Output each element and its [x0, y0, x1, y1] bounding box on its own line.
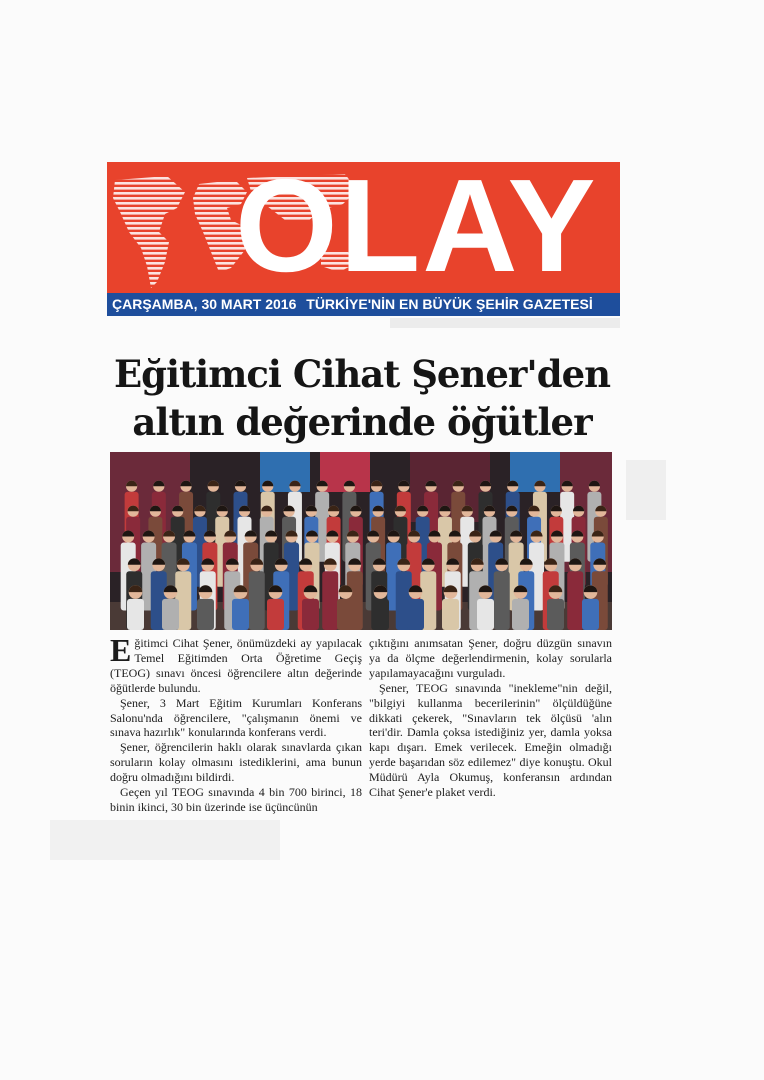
dateline-bar: [107, 293, 620, 316]
person-figure: [477, 599, 494, 630]
person-figure: [162, 599, 179, 630]
paragraph: ğitimci Cihat Şener, önümüzdeki ay yapılacak Temel Eğitimden Orta Öğretime Geçiş (TEOG) sınavı öncesi öğrencilere altın değerinde öğütlerde bulundu.: [110, 636, 362, 695]
newspaper-slogan: TÜRKİYE'NİN EN BÜYÜK ŞEHİR GAZETESİ: [306, 296, 593, 312]
person-figure: [249, 571, 265, 630]
person-figure: [442, 599, 459, 630]
person-figure: [197, 599, 214, 630]
person-figure: [547, 599, 564, 630]
paragraph: çıktığını anımsatan Şener, doğru düzgün sınavın ya da ölçme değerlendirmenin, kolay sorularla yapılamayacağını vurguladı.: [369, 636, 612, 680]
newspaper-masthead: [107, 162, 620, 293]
article-headline: [98, 350, 626, 446]
paragraph: Şener, TEOG sınavında "inekleme"nin değil, "bilgiyi kullanma becerilerinin" ölçüldüğüne dikkati çekerek, "Sınavların tek ölçüsü 'alın teri'dir. Damla çoksa istediğiniz yer, damla yoksa kapı dışarı. Emek verilecek. Emeğin olmadığı yerde başarıdan söz edilemez" diye konuştu. Okul Müdürü Ayla Okumuş, konferansın ardından Cihat Şener'e plaket verdi.: [369, 680, 612, 800]
headline-line-2: altın değerinde öğütler: [132, 400, 592, 444]
person-figure: [494, 571, 510, 630]
article-column-2: [369, 636, 612, 800]
paragraph: Şener, öğrencilerin haklı olarak sınavlarda çıkan soruların kolay olmasını istediklerini, ama bunun doğru olmadığını bildirdi.: [110, 740, 362, 785]
paragraph: Şener, 3 Mart Eğitim Kurumları Konferans Salonu'nda öğrencilere, "çalışmanın önemi ve sınava hazırlık" konularında konferans verdi.: [110, 695, 362, 740]
person-figure: [512, 599, 529, 630]
person-figure: [127, 599, 144, 630]
person-figure: [337, 599, 354, 630]
group-photo: [110, 452, 612, 630]
article-column-1: [110, 632, 362, 815]
person-figure: [407, 599, 424, 630]
bleed-through-mark: [626, 460, 666, 520]
bleed-through-mark: [390, 318, 620, 328]
person-figure: [567, 571, 583, 630]
bleed-through-mark: [50, 820, 280, 860]
paragraph: Geçen yıl TEOG sınavında 4 bin 700 birinci, 18 binin ikinci, 30 bin üzerinde ise üçüncünün: [110, 785, 362, 814]
headline-line-1: Eğitimci Cihat Şener'den: [113, 352, 611, 396]
newspaper-logo: OLAY: [235, 162, 598, 293]
drop-cap: E: [110, 632, 132, 668]
person-figure: [267, 599, 284, 630]
person-figure: [372, 599, 389, 630]
person-figure: [582, 599, 599, 630]
person-figure: [302, 599, 319, 630]
person-figure: [232, 599, 249, 630]
issue-date: ÇARŞAMBA, 30 MART 2016: [112, 296, 297, 312]
person-figure: [322, 571, 338, 630]
